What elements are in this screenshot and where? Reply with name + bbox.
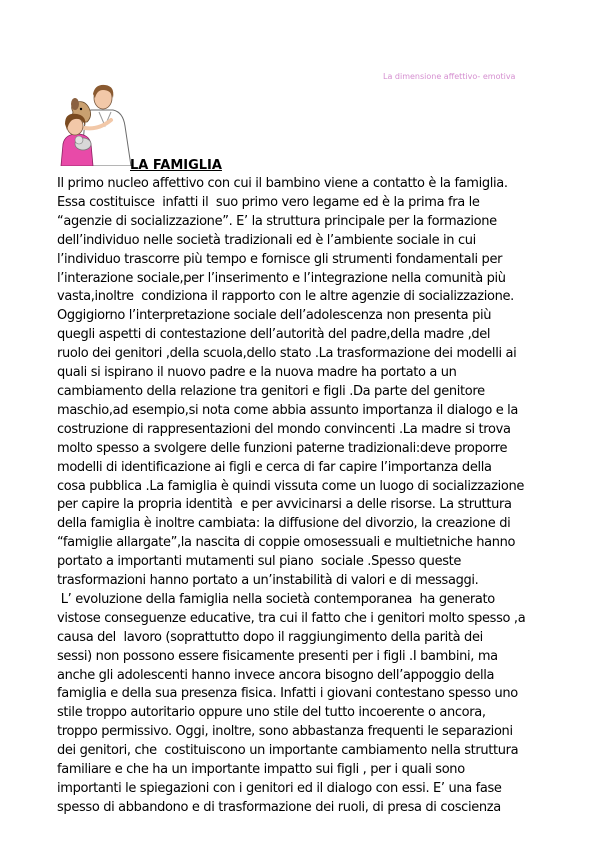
text-line: quali si ispirano il nuovo padre e la nuova madre ha portato a un	[57, 365, 457, 381]
text-line: anche gli adolescenti hanno invece ancora bisogno dell’appoggio della	[57, 667, 495, 683]
text-line: spesso di abbandono e di trasformazione dei ruoli, di presa di coscienza	[57, 799, 501, 815]
text-line: stile troppo autoritario oppure uno stile del tutto incoerente o ancora,	[57, 705, 486, 721]
text-line: quegli aspetti di contestazione dell’autorità del padre,della madre ,del	[57, 327, 491, 343]
text-line: costruzione di rappresentazioni del mondo convincenti .La madre si trova	[57, 421, 511, 437]
text-line: per capire la propria identità e per avvicinarsi a delle risorse. La struttura	[57, 497, 512, 513]
article-body	[57, 175, 545, 818]
text-line: “agenzie di socializzazione”. E’ la struttura principale per la formazione	[57, 213, 497, 229]
text-line: “famiglie allargate”,la nascita di coppie omosessuali e multietniche hanno	[57, 535, 516, 551]
text-line: ruolo dei genitori ,della scuola,dello stato .La trasformazione dei modelli ai	[57, 346, 517, 362]
text-line: L’ evoluzione della famiglia nella società contemporanea ha generato	[57, 591, 495, 607]
text-line: sessi) non possono essere fisicamente presenti per i figli .I bambini, ma	[57, 648, 498, 664]
text-line: causa del lavoro (soprattutto dopo il raggiungimento della parità dei	[57, 629, 483, 645]
mother-child-clipart	[55, 82, 137, 166]
text-line: portato a importanti mutamenti sul piano sociale .Spesso queste	[57, 554, 462, 570]
text-line: cosa pubblica .La famiglia è quindi vissuta come un luogo di socializzazione	[57, 478, 525, 494]
text-line: troppo permissivo. Oggi, inoltre, sono abbastanza frequenti le separazioni	[57, 724, 513, 740]
text-line: maschio,ad esempio,si nota come abbia assunto importanza il dialogo e la	[57, 402, 519, 418]
text-line: l’individuo trascorre più tempo e fornisce gli strumenti fondamentali per	[57, 251, 503, 267]
text-line: familiare e che ha un importante impatto sui figli , per i quali sono	[57, 762, 465, 778]
text-line: vistose conseguenze educative, tra cui il fatto che i genitori molto spesso ,a	[57, 610, 526, 626]
text-line: trasformazioni hanno portato a un’instabilità di valori e di messaggi.	[57, 573, 479, 589]
text-line: cambiamento della relazione tra genitori e figli .Da parte del genitore	[57, 383, 485, 399]
page-title: LA FAMIGLIA	[130, 158, 222, 173]
text-line: Il primo nucleo affettivo con cui il bambino viene a contatto è la famiglia.	[57, 176, 508, 191]
text-line: importanti le spiegazioni con i genitori ed il dialogo con essi. E’ una fase	[57, 781, 502, 796]
section-header-label: La dimensione affettivo- emotiva	[383, 72, 516, 81]
text-line: modelli di identificazione ai figli e cerca di far capire l’importanza della	[57, 459, 492, 475]
text-line: Essa costituisce infatti il suo primo vero legame ed è la prima fra le	[57, 194, 480, 210]
text-line: famiglia e della sua presenza fisica. Infatti i giovani contestano spesso uno	[57, 686, 518, 702]
text-line: della famiglia è inoltre cambiata: la diffusione del divorzio, la creazione di	[57, 516, 511, 532]
text-line: dei genitori, che costituiscono un importante cambiamento nella struttura	[57, 743, 519, 759]
text-line: vasta,inoltre condiziona il rapporto con le altre agenzie di socializzazione.	[57, 289, 514, 305]
text-line: Oggigiorno l’interpretazione sociale dell’adolescenza non presenta più	[57, 308, 492, 324]
text-line: dell’individuo nelle società tradizionali ed è l’ambiente sociale in cui	[57, 232, 476, 248]
text-line: molto spesso a svolgere delle funzioni paterne tradizionali:deve proporre	[57, 440, 508, 456]
text-line: l’interazione sociale,per l’inserimento e l’integrazione nella comunità più	[57, 270, 506, 286]
